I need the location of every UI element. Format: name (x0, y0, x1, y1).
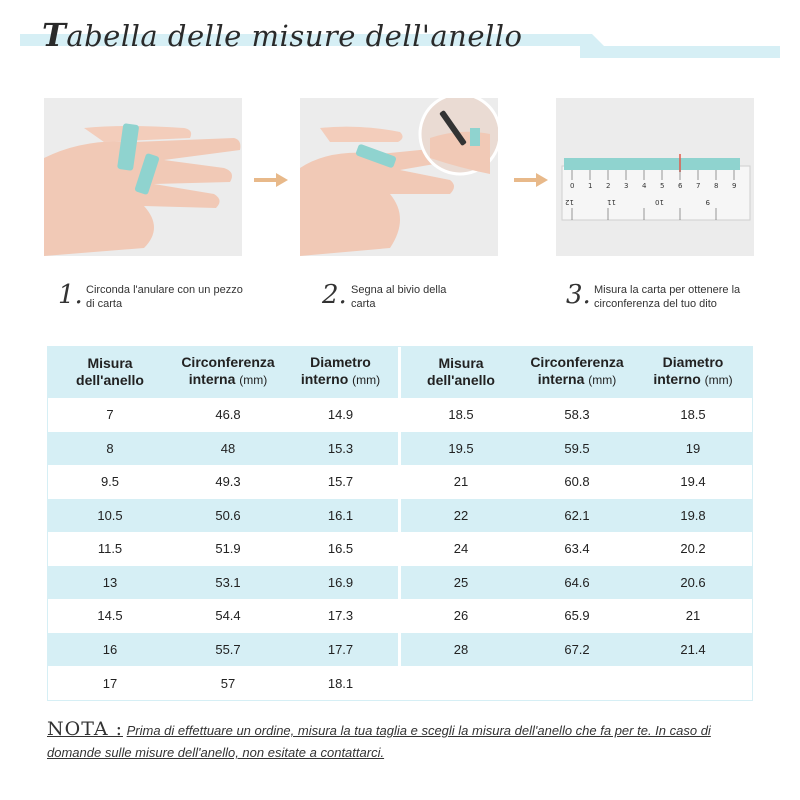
ruler-label: 2 (606, 182, 611, 190)
hand-paper-wrap-icon (44, 98, 242, 256)
table-cell: 16 (47, 633, 173, 667)
header-circumference: Circonferenza interna (mm) (530, 354, 624, 388)
table-cell: 67.2 (521, 633, 633, 667)
table-row (401, 465, 753, 499)
table-cell: 49.3 (173, 465, 283, 499)
note (47, 718, 762, 764)
ruler-label: 11 (607, 198, 616, 206)
ruler-label: 6 (678, 182, 683, 190)
header-size: Misura dell'anello (427, 354, 495, 388)
table-cell: 24 (401, 532, 521, 566)
table-cell: 50.6 (173, 499, 283, 533)
table-cell: 63.4 (521, 532, 633, 566)
table-cell: 64.6 (521, 566, 633, 600)
table-cell: 18.1 (283, 666, 398, 700)
ruler-label: 7 (696, 182, 701, 190)
table-row (47, 633, 398, 667)
table-cell: 19 (633, 432, 753, 466)
table-cell: 20.2 (633, 532, 753, 566)
table-row (47, 566, 398, 600)
arrow-right-icon (254, 172, 288, 188)
table-cell: 8 (47, 432, 173, 466)
step-3-number: 3. (566, 280, 591, 310)
note-text: Prima di effettuare un ordine, misura la tua taglia e scegli la misura dell'anello che fa per te. In caso di domande sulle misure dell'anello, non esitate a contattarci. (47, 723, 711, 760)
ruler-label: 10 (655, 198, 664, 206)
table-cell: 18.5 (401, 398, 521, 432)
table-cell: 19.4 (633, 465, 753, 499)
arrow-right-icon (514, 172, 548, 188)
table-cell: 51.9 (173, 532, 283, 566)
table-cell (401, 666, 521, 700)
table-row (47, 465, 398, 499)
table-cell: 17 (47, 666, 173, 700)
table-cell: 17.7 (283, 633, 398, 667)
ruler-label: 3 (624, 182, 629, 190)
table-cell (633, 666, 753, 700)
table-cell: 11.5 (47, 532, 173, 566)
table-cell: 14.5 (47, 599, 173, 633)
table-cell: 59.5 (521, 432, 633, 466)
table-row (401, 599, 753, 633)
table-row (47, 532, 398, 566)
header-size: Misura dell'anello (76, 354, 144, 388)
table-cell: 17.3 (283, 599, 398, 633)
table-cell: 26 (401, 599, 521, 633)
table-row (47, 599, 398, 633)
title-band-tail (580, 46, 780, 58)
step-1-number: 1. (58, 280, 83, 310)
ruler-label: 0 (570, 182, 575, 190)
table-cell: 55.7 (173, 633, 283, 667)
step-1-image (44, 98, 242, 256)
table-cell: 58.3 (521, 398, 633, 432)
table-cell: 16.5 (283, 532, 398, 566)
table-cell: 21 (633, 599, 753, 633)
table-cell: 16.1 (283, 499, 398, 533)
table-cell: 25 (401, 566, 521, 600)
step-2-image (300, 98, 498, 256)
table-cell: 57 (173, 666, 283, 700)
table-cell: 20.6 (633, 566, 753, 600)
step-2-text: Segna al bivio della carta (351, 284, 447, 310)
table-header-row (47, 346, 398, 398)
table-header-row (401, 346, 753, 398)
table-cell: 14.9 (283, 398, 398, 432)
header-diameter: Diametro interno (mm) (653, 354, 733, 388)
header-diameter: Diametro interno (mm) (300, 354, 381, 388)
table-cell: 21.4 (633, 633, 753, 667)
table-cell: 65.9 (521, 599, 633, 633)
note-label: NOTA : (47, 718, 123, 740)
step-1-text: Circonda l'anulare con un pezzo di carta (86, 284, 243, 310)
ruler-label: 8 (714, 182, 719, 190)
table-cell: 7 (47, 398, 173, 432)
table-cell: 15.3 (283, 432, 398, 466)
ruler-icon (556, 98, 754, 256)
table-row (401, 633, 753, 667)
table-row (401, 499, 753, 533)
step-3-image (556, 98, 754, 256)
table-cell: 9.5 (47, 465, 173, 499)
table-row (47, 432, 398, 466)
size-table-right (401, 346, 753, 700)
ruler-label: 12 (565, 198, 574, 206)
ruler-label: 9 (705, 198, 710, 206)
table-row (401, 532, 753, 566)
table-cell: 48 (173, 432, 283, 466)
table-cell: 54.4 (173, 599, 283, 633)
table-cell: 19.8 (633, 499, 753, 533)
table-row (401, 398, 753, 432)
table-row (47, 499, 398, 533)
table-cell: 15.7 (283, 465, 398, 499)
step-3-text: Misura la carta per ottenere la circonferenza del tuo dito (594, 284, 741, 310)
table-cell: 21 (401, 465, 521, 499)
table-row (47, 398, 398, 432)
table-cell: 10.5 (47, 499, 173, 533)
table-cell: 60.8 (521, 465, 633, 499)
ruler-label: 5 (660, 182, 665, 190)
table-cell: 13 (47, 566, 173, 600)
table-cell: 62.1 (521, 499, 633, 533)
table-cell: 28 (401, 633, 521, 667)
table-cell (521, 666, 633, 700)
hand-pen-mark-icon (300, 98, 498, 256)
title-banner (20, 14, 780, 54)
ruler-label: 1 (588, 182, 593, 190)
page-title: Tabella delle misure dell'anello (42, 16, 523, 54)
table-cell: 19.5 (401, 432, 521, 466)
table-cell: 16.9 (283, 566, 398, 600)
table-row (401, 432, 753, 466)
header-circumference: Circonferenza interna (mm) (181, 354, 275, 388)
table-row (47, 666, 398, 700)
ruler-label: 9 (732, 182, 737, 190)
table-cell: 18.5 (633, 398, 753, 432)
table-row (401, 666, 753, 700)
ruler-label: 4 (642, 182, 647, 190)
table-cell: 46.8 (173, 398, 283, 432)
size-table-left (47, 346, 398, 700)
table-row (401, 566, 753, 600)
table-cell: 53.1 (173, 566, 283, 600)
step-2-number: 2. (322, 280, 347, 310)
table-cell: 22 (401, 499, 521, 533)
